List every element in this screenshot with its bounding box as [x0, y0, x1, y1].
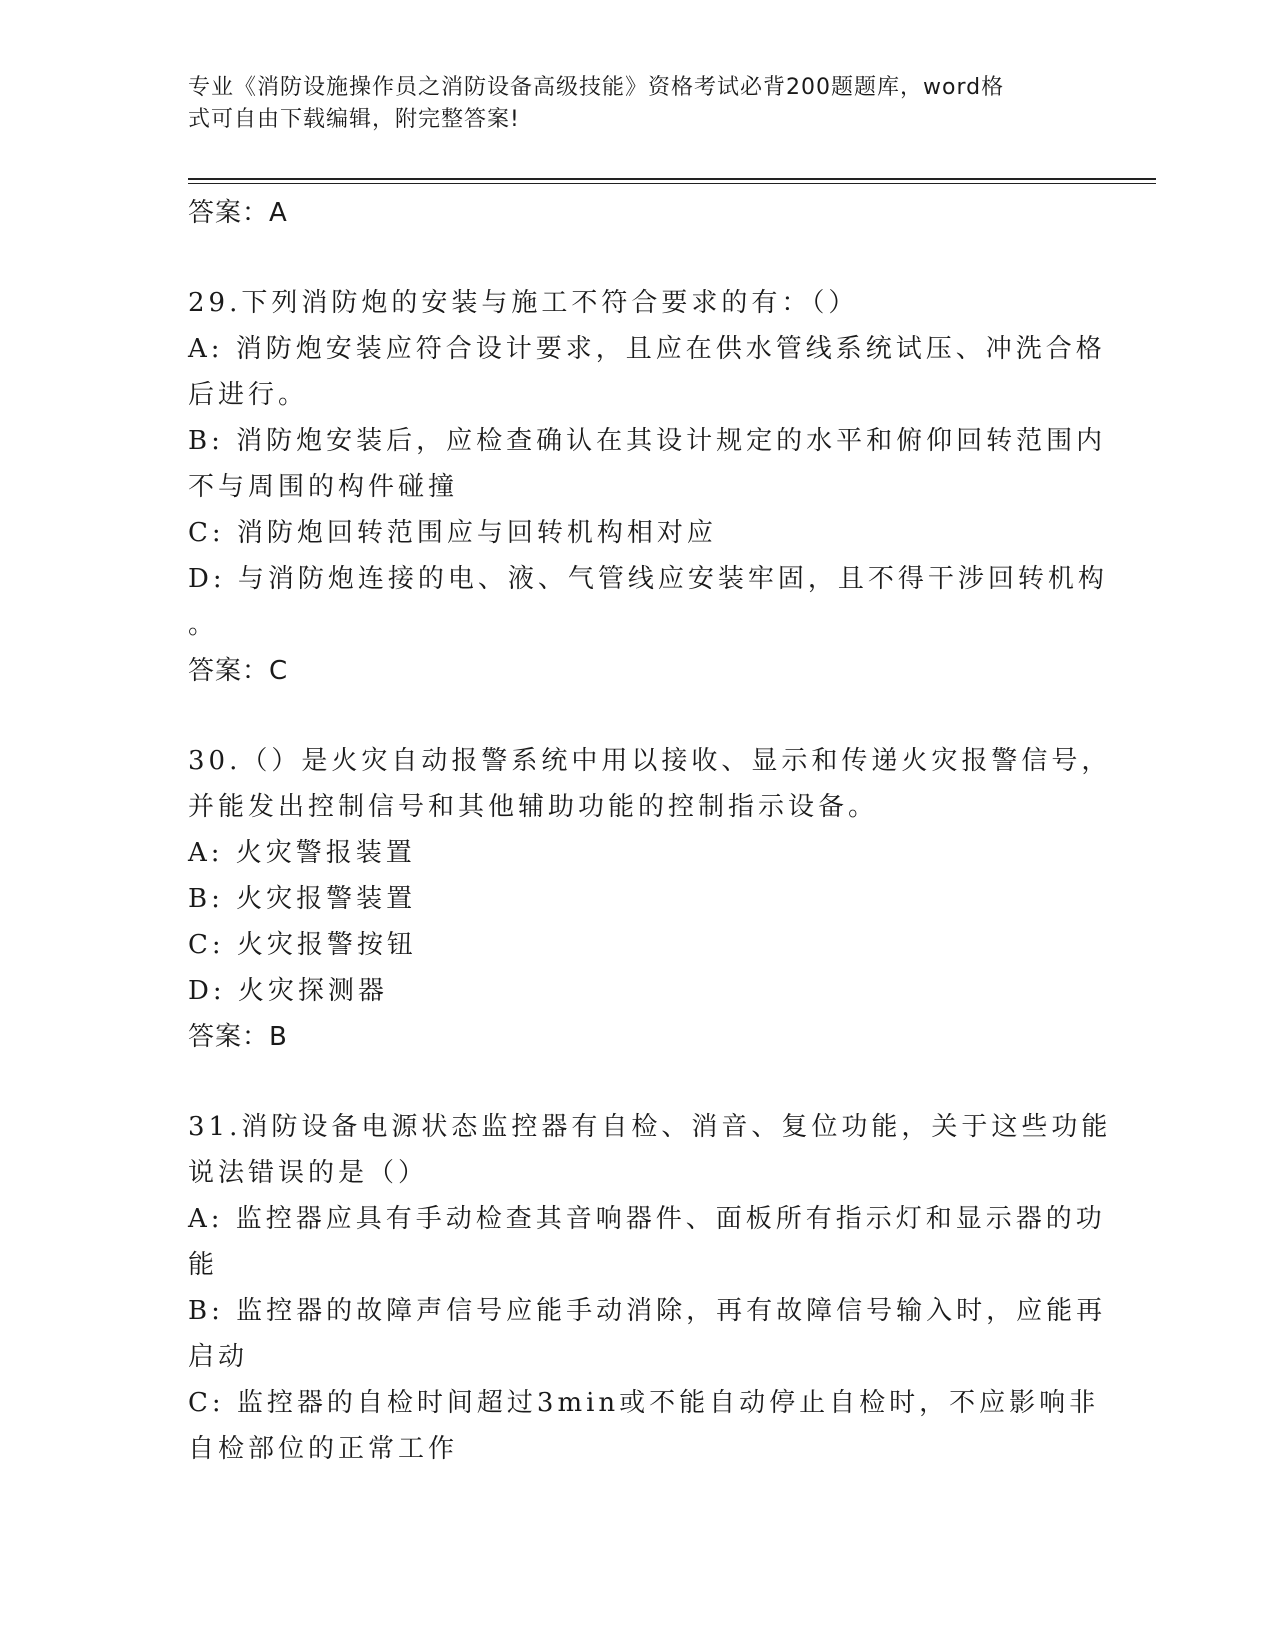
question-30-option-c: C: 火灾报警按钮	[188, 930, 417, 960]
question-31-option-a-cont: 能	[188, 1250, 219, 1280]
question-29-option-a-cont: 后进行。	[188, 380, 309, 410]
header-line-1: 专业《消防设施操作员之消防设备高级技能》资格考试必背200题题库，word格	[188, 75, 1005, 100]
question-30-option-d: D: 火灾探测器	[188, 976, 388, 1006]
spacer	[188, 1060, 1088, 1104]
spacer	[188, 694, 1088, 738]
question-29-option-b-cont: 不与周围的构件碰撞	[188, 472, 459, 502]
question-29-option-a: A: 消防炮安装应符合设计要求，且应在供水管线系统试压、冲洗合格	[188, 334, 1106, 364]
question-30-option-b: B: 火灾报警装置	[188, 884, 417, 914]
question-31	[188, 1104, 1112, 1472]
document-header	[188, 72, 1068, 136]
question-list	[188, 190, 1112, 1472]
question-29	[188, 280, 1108, 694]
question-31-option-c-cont: 自检部位的正常工作	[188, 1434, 459, 1464]
header-divider-thin	[188, 183, 1156, 184]
question-30	[188, 738, 1112, 1060]
question-29-option-b: B: 消防炮安装后，应检查确认在其设计规定的水平和俯仰回转范围内	[188, 426, 1107, 456]
question-31-stem-cont: 说法错误的是（）	[188, 1158, 429, 1188]
question-31-option-b-cont: 启动	[188, 1342, 249, 1372]
question-31-option-c: C: 监控器的自检时间超过3min或不能自动停止自检时，不应影响非	[188, 1388, 1100, 1418]
question-31-stem: 31.消防设备电源状态监控器有自检、消音、复位功能，关于这些功能	[188, 1112, 1112, 1142]
question-29-stem: 29.下列消防炮的安装与施工不符合要求的有：（）	[188, 288, 859, 318]
question-29-option-d-cont: 。	[188, 610, 219, 640]
header-line-2: 式可自由下载编辑，附完整答案!	[188, 107, 520, 132]
spacer	[188, 236, 1088, 280]
header-divider-thick	[188, 178, 1156, 180]
question-29-answer: 答案：C	[188, 656, 289, 686]
question-30-stem: 30.（）是火灾自动报警系统中用以接收、显示和传递火灾报警信号，	[188, 746, 1112, 776]
question-30-stem-cont: 并能发出控制信号和其他辅助功能的控制指示设备。	[188, 792, 879, 822]
question-30-answer: 答案：B	[188, 1022, 288, 1052]
question-29-option-d: D: 与消防炮连接的电、液、气管线应安装牢固，且不得干涉回转机构	[188, 564, 1108, 594]
question-29-option-c: C: 消防炮回转范围应与回转机构相对应	[188, 518, 717, 548]
question-31-option-a: A: 监控器应具有手动检查其音响器件、面板所有指示灯和显示器的功	[188, 1204, 1106, 1234]
question-30-option-a: A: 火灾警报装置	[188, 838, 416, 868]
previous-answer: 答案：A	[188, 198, 288, 228]
question-31-option-b: B: 监控器的故障声信号应能手动消除，再有故障信号输入时，应能再	[188, 1296, 1107, 1326]
